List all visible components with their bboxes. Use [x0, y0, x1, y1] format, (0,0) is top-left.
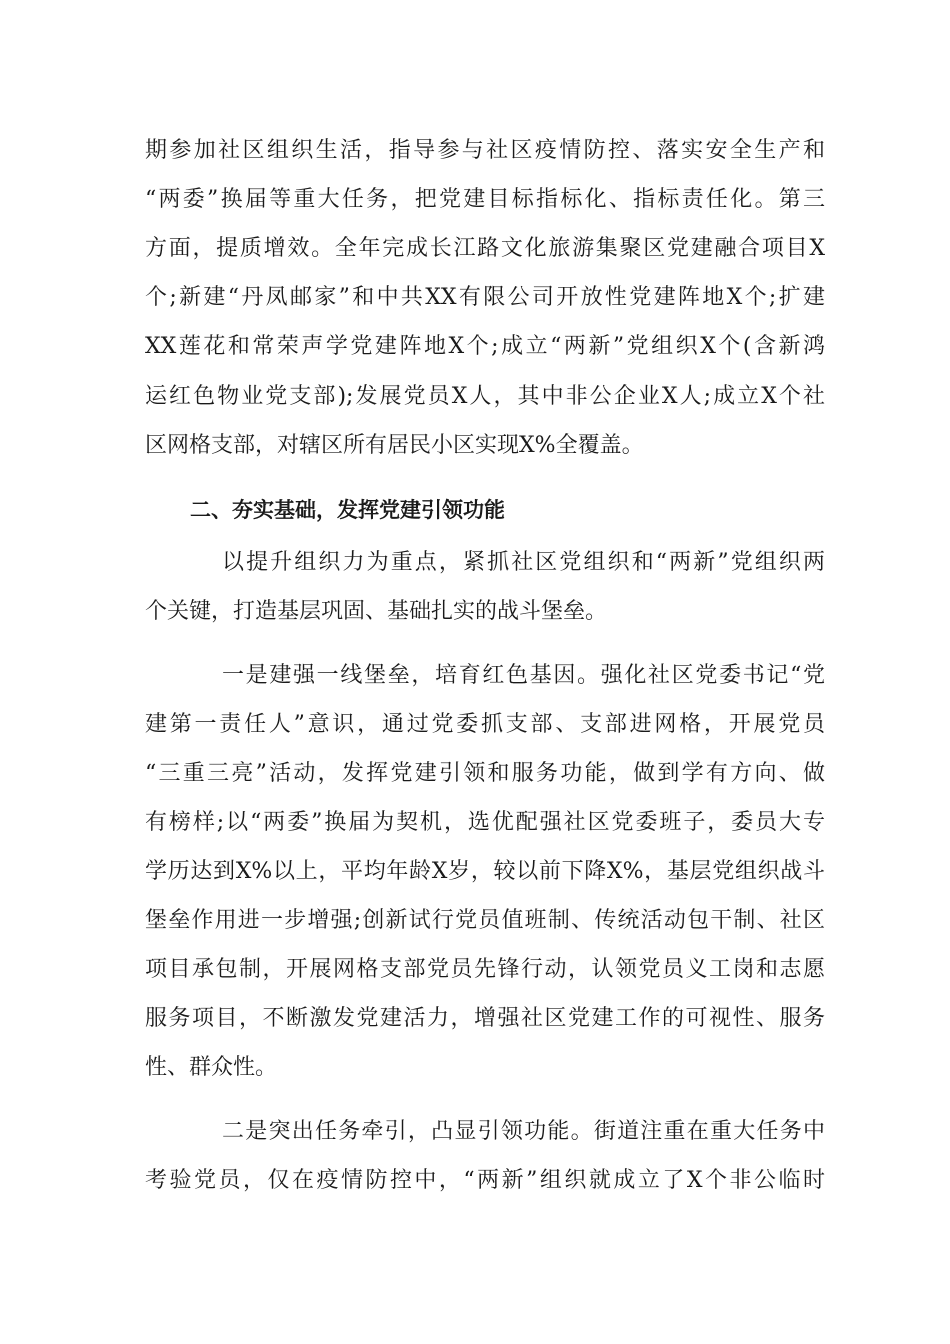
text-line: 项目承包制，开展网格支部党员先锋行动，认领党员义工岗和志愿 — [145, 957, 825, 982]
text-line: 服务项目，不断激发党建活力，增强社区党建工作的可视性、服务 — [145, 1006, 825, 1031]
text-line: 性、群众性。 — [145, 1055, 278, 1080]
text-line: “两委”换届等重大任务，把党建目标指标化、指标责任化。第三 — [145, 187, 825, 212]
text-line: 二是突出任务牵引，凸显引领功能。街道注重在重大任务中 — [222, 1119, 825, 1144]
text-line: 期参加社区组织生活，指导参与社区疫情防控、落实安全生产和 — [145, 138, 825, 163]
text-line: 学历达到X%以上，平均年龄X岁，较以前下降X%，基层党组织战斗 — [145, 859, 825, 884]
text-line: 堡垒作用进一步增强;创新试行党员值班制、传统活动包干制、社区 — [145, 908, 825, 933]
text-line: 运红色物业党支部);发展党员X人，其中非公企业X人;成立X个社 — [145, 384, 825, 409]
text-line: 方面，提质增效。全年完成长江路文化旅游集聚区党建融合项目X — [145, 236, 825, 261]
text-line: 个关键，打造基层巩固、基础扎实的战斗堡垒。 — [145, 599, 608, 624]
text-line: 建第一责任人”意识，通过党委抓支部、支部进网格，开展党员 — [145, 712, 825, 737]
text-line: 区网格支部，对辖区所有居民小区实现X%全覆盖。 — [145, 433, 644, 458]
section-heading: 二、夯实基础，发挥党建引领功能 — [190, 498, 505, 522]
text-line: 以提升组织力为重点，紧抓社区党组织和“两新”党组织两 — [222, 550, 825, 575]
text-line: XX莲花和常荣声学党建阵地X个;成立“两新”党组织X个(含新鸿 — [145, 334, 825, 359]
text-line: 个;新建“丹凤邮家”和中共XX有限公司开放性党建阵地X个;扩建 — [145, 285, 825, 310]
text-line: 考验党员，仅在疫情防控中，“两新”组织就成立了X个非公临时 — [145, 1168, 825, 1193]
text-line: 有榜样;以“两委”换届为契机，选优配强社区党委班子，委员大专 — [145, 810, 825, 835]
text-line: 一是建强一线堡垒，培育红色基因。强化社区党委书记“党 — [222, 663, 825, 688]
text-line: “三重三亮”活动，发挥党建引领和服务功能，做到学有方向、做 — [145, 761, 825, 786]
